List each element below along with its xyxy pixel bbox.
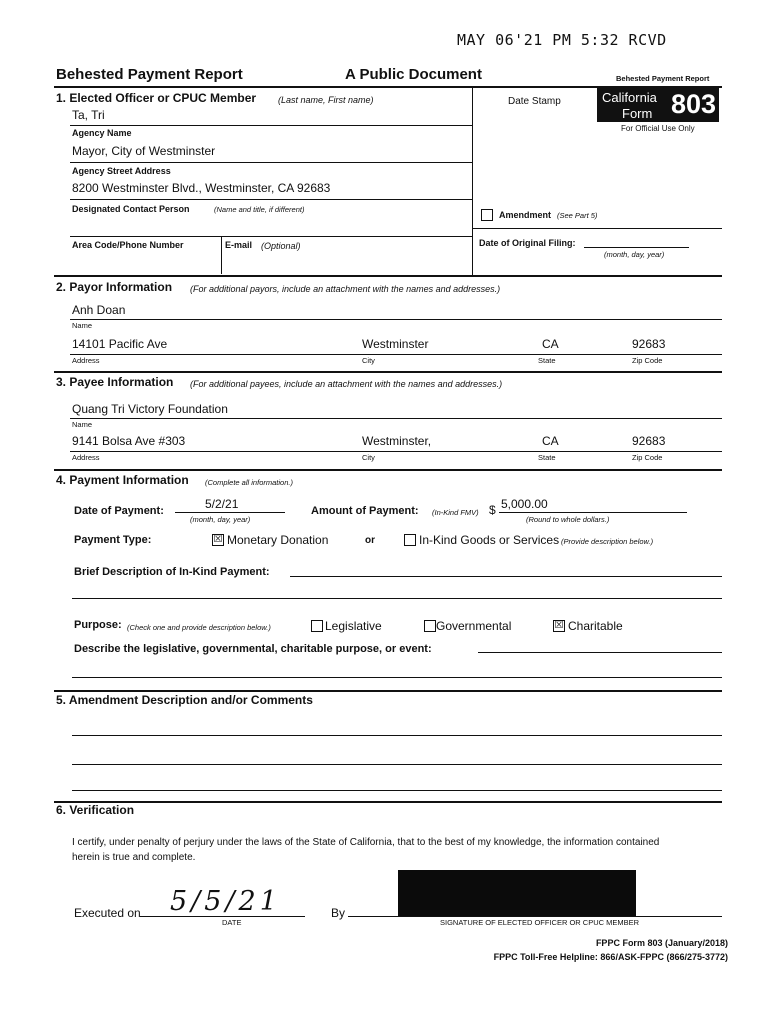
certify-line-2: herein is true and complete. bbox=[72, 852, 196, 863]
date-of-payment-field bbox=[175, 512, 285, 513]
agency-name-label: Agency Name bbox=[72, 128, 132, 138]
describe-purpose-label: Describe the legislative, governmental, charitable purpose, or event: bbox=[74, 643, 432, 655]
payor-address-rule bbox=[70, 354, 722, 355]
monetary-donation-label: Monetary Donation bbox=[227, 533, 329, 547]
form-title: Behested Payment Report bbox=[56, 66, 243, 83]
received-stamp: MAY 06'21 PM 5:32 RCVD bbox=[457, 31, 667, 49]
payee-state[interactable]: CA bbox=[542, 434, 559, 448]
or-label: or bbox=[365, 535, 375, 546]
payor-address[interactable]: 14101 Pacific Ave bbox=[72, 337, 168, 351]
section2-heading: 2. Payor Information bbox=[56, 280, 173, 294]
redacted-signature bbox=[398, 870, 636, 916]
brief-description-label: Brief Description of In-Kind Payment: bbox=[74, 566, 270, 578]
official-use-label: For Official Use Only bbox=[621, 124, 695, 133]
executed-on-field bbox=[140, 916, 305, 917]
charitable-label: Charitable bbox=[568, 619, 623, 633]
inkind-label: In-Kind Goods or Services bbox=[419, 533, 560, 547]
public-document-title: A Public Document bbox=[345, 66, 482, 83]
amendment-label: Amendment bbox=[499, 210, 552, 220]
payee-address-label: Address bbox=[72, 453, 100, 462]
amendment-note: (See Part 5) bbox=[557, 211, 598, 220]
brief-description-line2[interactable] bbox=[72, 598, 722, 599]
fppc-helpline: FPPC Toll-Free Helpline: 866/ASK-FPPC (866/275-3772) bbox=[493, 952, 728, 962]
payment-type-label: Payment Type: bbox=[74, 534, 152, 546]
original-filing-label: Date of Original Filing: bbox=[479, 238, 576, 248]
section1-heading: 1. Elected Officer or CPUC Member bbox=[56, 91, 257, 105]
original-filing-field[interactable] bbox=[584, 247, 689, 248]
amendment-checkbox[interactable] bbox=[481, 209, 493, 221]
agency-address[interactable]: 8200 Westminster Blvd., Westminster, CA 92683 bbox=[72, 181, 331, 195]
monetary-donation-checkbox[interactable]: ☒ bbox=[213, 534, 223, 545]
inkind-checkbox[interactable] bbox=[404, 534, 416, 546]
payee-city-label: City bbox=[362, 453, 375, 462]
payee-name-label: Name bbox=[72, 420, 93, 429]
certify-line-1: I certify, under penalty of perjury under the laws of the State of California, that to the best of my knowledge, the information contained bbox=[72, 837, 660, 848]
section4-heading: 4. Payment Information bbox=[56, 473, 189, 487]
dollar-sign: $ bbox=[489, 503, 496, 517]
section1-bottom-rule bbox=[54, 275, 722, 277]
section3-bottom-rule bbox=[54, 469, 722, 471]
executed-date-label: DATE bbox=[222, 918, 242, 927]
governmental-label: Governmental bbox=[436, 619, 512, 633]
payee-state-label: State bbox=[538, 453, 556, 462]
payee-city[interactable]: Westminster, bbox=[362, 434, 432, 448]
form-id: FPPC Form 803 (January/2018) bbox=[595, 938, 728, 948]
describe-purpose-line2[interactable] bbox=[72, 677, 722, 678]
section1-heading-note: (Last name, First name) bbox=[278, 95, 374, 105]
officer-name[interactable]: Ta, Tri bbox=[72, 108, 105, 122]
payor-address-label: Address bbox=[72, 356, 100, 365]
comments-line-3[interactable] bbox=[72, 790, 722, 791]
amount-value[interactable]: 5,000.00 bbox=[501, 497, 548, 511]
payor-zip[interactable]: 92683 bbox=[632, 337, 666, 351]
executed-on-label: Executed on bbox=[74, 906, 141, 920]
section3-heading-note: (For additional payees, include an attachment with the names and addresses.) bbox=[190, 379, 503, 389]
agency-name-rule bbox=[70, 162, 472, 163]
payor-name[interactable]: Anh Doan bbox=[72, 303, 126, 317]
purpose-label: Purpose: bbox=[74, 619, 122, 631]
section3-heading: 3. Payee Information bbox=[56, 375, 174, 389]
amendment-rule bbox=[472, 228, 722, 229]
original-filing-note: (month, day, year) bbox=[604, 250, 665, 259]
date-stamp-box-border bbox=[472, 87, 473, 275]
section4-heading-note: (Complete all information.) bbox=[205, 478, 293, 487]
contact-label: Designated Contact Person bbox=[72, 204, 190, 214]
amount-label: Amount of Payment: bbox=[311, 505, 419, 517]
section4-bottom-rule bbox=[54, 690, 722, 692]
comments-line-1[interactable] bbox=[72, 735, 722, 736]
payor-zip-label: Zip Code bbox=[632, 356, 663, 365]
section6-heading: 6. Verification bbox=[56, 803, 135, 817]
contact-rule bbox=[70, 236, 472, 237]
brief-description-field[interactable] bbox=[290, 576, 722, 577]
payor-city-label: City bbox=[362, 356, 375, 365]
date-of-payment-note: (month, day, year) bbox=[190, 515, 251, 524]
inkind-note: (Provide description below.) bbox=[561, 537, 654, 546]
signature-field[interactable] bbox=[348, 916, 722, 917]
payee-address-rule bbox=[70, 451, 722, 452]
california-label: California bbox=[602, 90, 657, 105]
payee-name[interactable]: Quang Tri Victory Foundation bbox=[72, 402, 228, 416]
date-of-payment-value[interactable]: 5/2/21 bbox=[205, 497, 239, 511]
email-label: E-mail bbox=[225, 240, 253, 250]
payor-name-label: Name bbox=[72, 321, 93, 330]
payee-zip[interactable]: 92683 bbox=[632, 434, 666, 448]
payor-state-label: State bbox=[538, 356, 556, 365]
by-label: By bbox=[331, 906, 346, 920]
phone-label: Area Code/Phone Number bbox=[72, 240, 184, 250]
agency-name[interactable]: Mayor, City of Westminster bbox=[72, 144, 216, 158]
agency-address-label: Agency Street Address bbox=[72, 166, 171, 176]
comments-line-2[interactable] bbox=[72, 764, 722, 765]
email-note: (Optional) bbox=[261, 241, 301, 251]
payee-zip-label: Zip Code bbox=[632, 453, 663, 462]
california-form-box bbox=[597, 88, 719, 122]
legislative-label: Legislative bbox=[325, 619, 382, 633]
agency-address-rule bbox=[70, 199, 472, 200]
payor-state[interactable]: CA bbox=[542, 337, 559, 351]
section5-bottom-rule bbox=[54, 801, 722, 803]
governmental-checkbox[interactable] bbox=[424, 620, 436, 632]
payor-city[interactable]: Westminster bbox=[362, 337, 429, 351]
amount-note: (In-Kind FMV) bbox=[432, 508, 479, 517]
contact-note: (Name and title, if different) bbox=[214, 205, 305, 214]
payor-name-rule bbox=[70, 319, 722, 320]
date-of-payment-label: Date of Payment: bbox=[74, 505, 164, 517]
amount-round-note: (Round to whole dollars.) bbox=[526, 515, 610, 524]
form-label: Form bbox=[622, 106, 653, 121]
payee-name-rule bbox=[70, 418, 722, 419]
form-number: 803 bbox=[671, 89, 717, 119]
section2-bottom-rule bbox=[54, 371, 722, 373]
date-stamp-label: Date Stamp bbox=[508, 96, 561, 107]
section5-heading: 5. Amendment Description and/or Comments bbox=[56, 693, 313, 707]
section2-heading-note: (For additional payors, include an attachment with the names and addresses.) bbox=[190, 284, 501, 294]
signature-label: SIGNATURE OF ELECTED OFFICER OR CPUC MEMBER bbox=[440, 918, 640, 927]
purpose-note: (Check one and provide description below.) bbox=[127, 623, 271, 632]
charitable-checkbox[interactable]: ☒ bbox=[554, 620, 564, 631]
phone-email-divider bbox=[221, 236, 222, 274]
executed-on-date-handwritten[interactable]: 5/5/21 bbox=[170, 886, 281, 917]
officer-name-rule bbox=[70, 125, 472, 126]
payee-address[interactable]: 9141 Bolsa Ave #303 bbox=[72, 434, 186, 448]
amount-field bbox=[499, 512, 687, 513]
describe-purpose-field[interactable] bbox=[478, 652, 722, 653]
header-right-label: Behested Payment Report bbox=[616, 74, 710, 83]
legislative-checkbox[interactable] bbox=[311, 620, 323, 632]
